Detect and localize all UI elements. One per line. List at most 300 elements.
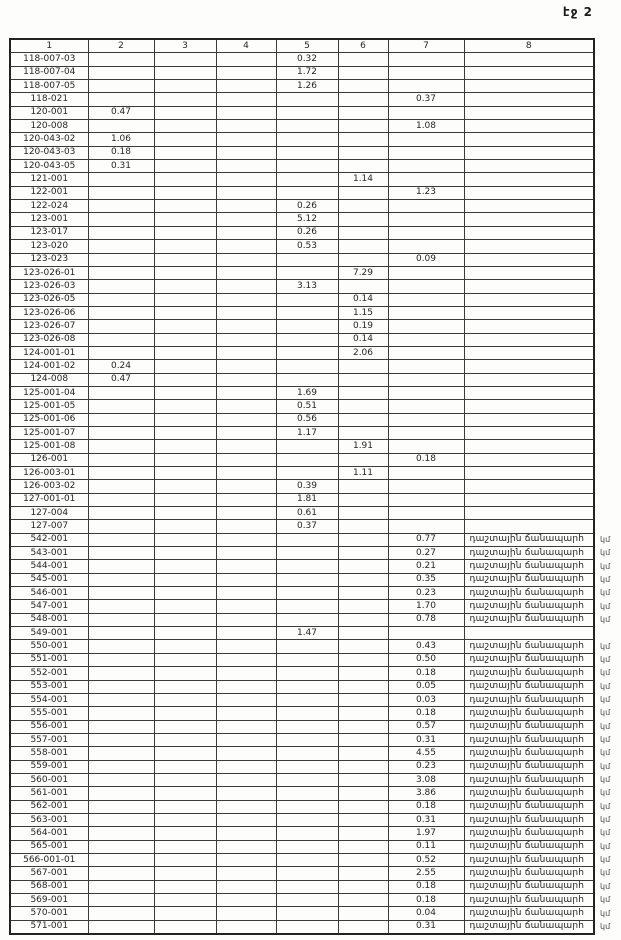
value-cell: [338, 507, 388, 520]
value-cell: [88, 707, 154, 720]
value-cell: [216, 680, 276, 693]
value-cell: [388, 333, 464, 346]
value-cell: [88, 413, 154, 426]
value-cell: [276, 360, 338, 373]
parcel-id-cell: 120-043-05: [10, 160, 88, 173]
column-header: 1: [10, 39, 88, 53]
value-cell: [154, 386, 216, 399]
value-cell: [338, 533, 388, 546]
value-cell: [216, 800, 276, 813]
value-cell: [88, 693, 154, 706]
value-cell: [338, 280, 388, 293]
unit-cell: [594, 440, 620, 453]
table-row: [10, 733, 620, 746]
value-cell: [216, 520, 276, 533]
value-cell: [154, 413, 216, 426]
value-cell: 0.09: [388, 253, 464, 266]
value-cell: [88, 840, 154, 853]
value-cell: [276, 333, 338, 346]
value-cell: [338, 493, 388, 506]
value-cell: [216, 733, 276, 746]
land-use-cell: [464, 200, 594, 213]
parcel-id-cell: 554-001: [10, 693, 88, 706]
parcel-id-cell: 542-001: [10, 533, 88, 546]
value-cell: [88, 573, 154, 586]
value-cell: [216, 240, 276, 253]
table-row: [10, 547, 620, 560]
value-cell: [216, 373, 276, 386]
unit-cell: կմ: [600, 721, 611, 731]
value-cell: [388, 320, 464, 333]
unit-cell: [594, 240, 620, 253]
land-use-cell: [464, 240, 594, 253]
value-cell: [388, 226, 464, 239]
value-cell: [276, 440, 338, 453]
table-row: [10, 426, 620, 439]
value-cell: 0.04: [388, 907, 464, 920]
table-row: [10, 346, 620, 359]
table-row: [10, 53, 620, 66]
value-cell: [338, 720, 388, 733]
table-row: [10, 693, 620, 706]
value-cell: [388, 493, 464, 506]
unit-cell: կմ: [600, 681, 611, 691]
land-use-cell: դաշտային ճանապարհ: [464, 760, 594, 773]
parcel-id-cell: 561-001: [10, 787, 88, 800]
parcel-id-cell: 551-001: [10, 653, 88, 666]
value-cell: [338, 693, 388, 706]
value-cell: [216, 186, 276, 199]
value-cell: [216, 813, 276, 826]
land-use-cell: դաշտային ճանապարհ: [464, 640, 594, 653]
value-cell: [154, 880, 216, 893]
land-use-cell: դաշտային ճանապարհ: [464, 693, 594, 706]
value-cell: 1.08: [388, 120, 464, 133]
table-row: [10, 600, 620, 613]
value-cell: [276, 800, 338, 813]
value-cell: [216, 253, 276, 266]
value-cell: [276, 600, 338, 613]
parcel-id-cell: 560-001: [10, 773, 88, 786]
unit-cell: կմ: [600, 735, 611, 745]
parcel-id-cell: 123-026-06: [10, 306, 88, 319]
unit-cell: [594, 360, 620, 373]
value-cell: [276, 840, 338, 853]
data-table: [9, 38, 621, 935]
unit-cell: [594, 93, 620, 106]
table-row: [10, 213, 620, 226]
value-cell: [388, 386, 464, 399]
value-cell: [216, 200, 276, 213]
unit-cell: կմ: [600, 815, 611, 825]
value-cell: [338, 520, 388, 533]
table-row: [10, 613, 620, 626]
table-row: [10, 360, 620, 373]
value-cell: 2.55: [388, 867, 464, 880]
value-cell: [154, 867, 216, 880]
value-cell: [88, 800, 154, 813]
value-cell: [276, 533, 338, 546]
table-row: [10, 66, 620, 79]
table-row: [10, 80, 620, 93]
value-cell: [154, 560, 216, 573]
land-use-cell: [464, 160, 594, 173]
value-cell: [88, 520, 154, 533]
parcel-id-cell: 121-001: [10, 173, 88, 186]
table-row: [10, 520, 620, 533]
land-use-cell: [464, 120, 594, 133]
value-cell: [388, 213, 464, 226]
land-use-cell: դաշտային ճանապարհ: [464, 787, 594, 800]
value-cell: 5.12: [276, 213, 338, 226]
value-cell: 1.91: [338, 440, 388, 453]
value-cell: [338, 386, 388, 399]
parcel-id-cell: 548-001: [10, 613, 88, 626]
land-use-cell: դաշտային ճանապարհ: [464, 880, 594, 893]
value-cell: [154, 280, 216, 293]
value-cell: [216, 453, 276, 466]
column-header: 6: [338, 39, 388, 53]
parcel-id-cell: 122-001: [10, 186, 88, 199]
parcel-id-cell: 550-001: [10, 640, 88, 653]
value-cell: 0.24: [88, 360, 154, 373]
header-row: [10, 39, 620, 53]
value-cell: [338, 894, 388, 907]
value-cell: [338, 880, 388, 893]
value-cell: [216, 413, 276, 426]
table-row: [10, 573, 620, 586]
value-cell: 0.57: [388, 720, 464, 733]
value-cell: 7.29: [338, 266, 388, 279]
value-cell: [88, 587, 154, 600]
value-cell: [338, 667, 388, 680]
value-cell: [154, 733, 216, 746]
value-cell: 1.23: [388, 186, 464, 199]
value-cell: [276, 320, 338, 333]
parcel-id-cell: 125-001-08: [10, 440, 88, 453]
table-row: [10, 106, 620, 119]
value-cell: [154, 160, 216, 173]
column-header: 3: [154, 39, 216, 53]
unit-cell: [594, 627, 620, 640]
parcel-id-cell: 568-001: [10, 880, 88, 893]
table-row: [10, 760, 620, 773]
unit-cell: [594, 480, 620, 493]
land-use-cell: դաշտային ճանապարհ: [464, 853, 594, 866]
value-cell: [388, 413, 464, 426]
table-row: [10, 306, 620, 319]
value-cell: [276, 467, 338, 480]
unit-cell: կմ: [600, 708, 611, 718]
value-cell: [88, 293, 154, 306]
parcel-id-cell: 124-001-02: [10, 360, 88, 373]
value-cell: [338, 800, 388, 813]
parcel-id-cell: 569-001: [10, 894, 88, 907]
value-cell: [154, 440, 216, 453]
value-cell: 0.31: [388, 733, 464, 746]
land-use-cell: դաշտային ճանապարհ: [464, 920, 594, 934]
value-cell: 0.18: [388, 894, 464, 907]
value-cell: 1.26: [276, 80, 338, 93]
value-cell: [154, 253, 216, 266]
value-cell: [276, 667, 338, 680]
value-cell: [88, 266, 154, 279]
land-use-cell: դաշտային ճանապարհ: [464, 800, 594, 813]
value-cell: [88, 920, 154, 934]
table-row: [10, 533, 620, 546]
unit-cell: կմ: [600, 841, 611, 851]
land-use-cell: [464, 386, 594, 399]
table-row: [10, 373, 620, 386]
value-cell: 3.08: [388, 773, 464, 786]
value-cell: [338, 867, 388, 880]
value-cell: [154, 467, 216, 480]
value-cell: [88, 627, 154, 640]
unit-cell: կմ: [600, 561, 611, 571]
value-cell: [388, 293, 464, 306]
value-cell: [338, 400, 388, 413]
table-row: [10, 867, 620, 880]
value-cell: [154, 293, 216, 306]
unit-cell: կմ: [600, 574, 611, 584]
value-cell: [276, 573, 338, 586]
table-row: [10, 840, 620, 853]
value-cell: [88, 733, 154, 746]
value-cell: [88, 880, 154, 893]
value-cell: [338, 413, 388, 426]
value-cell: [88, 507, 154, 520]
value-cell: [88, 333, 154, 346]
value-cell: [88, 894, 154, 907]
value-cell: [154, 840, 216, 853]
value-cell: [338, 680, 388, 693]
parcel-id-cell: 549-001: [10, 627, 88, 640]
table-row: [10, 813, 620, 826]
value-cell: [216, 827, 276, 840]
value-cell: [216, 907, 276, 920]
value-cell: [88, 907, 154, 920]
value-cell: 0.26: [276, 200, 338, 213]
value-cell: [216, 66, 276, 79]
value-cell: [88, 213, 154, 226]
land-use-cell: [464, 467, 594, 480]
value-cell: 1.47: [276, 627, 338, 640]
value-cell: [88, 773, 154, 786]
value-cell: [338, 480, 388, 493]
table-row: [10, 907, 620, 920]
value-cell: [276, 693, 338, 706]
value-cell: [338, 146, 388, 159]
value-cell: [388, 173, 464, 186]
value-cell: [216, 920, 276, 934]
value-cell: [154, 240, 216, 253]
value-cell: [338, 707, 388, 720]
table-row: [10, 587, 620, 600]
land-use-cell: [464, 627, 594, 640]
value-cell: [154, 200, 216, 213]
parcel-id-cell: 124-008: [10, 373, 88, 386]
value-cell: [88, 426, 154, 439]
value-cell: [88, 253, 154, 266]
table-body: [10, 53, 620, 934]
land-use-cell: դաշտային ճանապարհ: [464, 587, 594, 600]
unit-cell: կմ: [600, 695, 611, 705]
value-cell: [216, 93, 276, 106]
value-cell: [154, 627, 216, 640]
parcel-id-cell: 123-023: [10, 253, 88, 266]
value-cell: [216, 320, 276, 333]
value-cell: [216, 560, 276, 573]
value-cell: [154, 360, 216, 373]
value-cell: [338, 547, 388, 560]
value-cell: [276, 640, 338, 653]
value-cell: 0.78: [388, 613, 464, 626]
value-cell: [88, 493, 154, 506]
value-cell: [276, 747, 338, 760]
parcel-id-cell: 126-001: [10, 453, 88, 466]
value-cell: [216, 547, 276, 560]
land-use-cell: [464, 146, 594, 159]
value-cell: [276, 373, 338, 386]
unit-cell: կմ: [600, 801, 611, 811]
land-use-cell: [464, 373, 594, 386]
parcel-id-cell: 546-001: [10, 587, 88, 600]
value-cell: 1.06: [88, 133, 154, 146]
parcel-id-cell: 123-001: [10, 213, 88, 226]
table-row: [10, 787, 620, 800]
value-cell: [338, 613, 388, 626]
land-use-cell: [464, 493, 594, 506]
value-cell: 0.77: [388, 533, 464, 546]
value-cell: 0.56: [276, 413, 338, 426]
value-cell: [388, 200, 464, 213]
value-cell: [388, 266, 464, 279]
unit-cell: [594, 320, 620, 333]
land-use-cell: [464, 186, 594, 199]
value-cell: [88, 53, 154, 66]
value-cell: [276, 93, 338, 106]
table-row: [10, 827, 620, 840]
value-cell: [276, 306, 338, 319]
value-cell: [154, 813, 216, 826]
parcel-id-cell: 120-008: [10, 120, 88, 133]
unit-cell: [594, 280, 620, 293]
value-cell: 0.23: [388, 760, 464, 773]
value-cell: [88, 813, 154, 826]
value-cell: [216, 386, 276, 399]
value-cell: 0.35: [388, 573, 464, 586]
value-cell: [216, 880, 276, 893]
value-cell: [154, 226, 216, 239]
value-cell: [154, 680, 216, 693]
value-cell: [276, 894, 338, 907]
value-cell: 0.39: [276, 480, 338, 493]
value-cell: [88, 306, 154, 319]
parcel-id-cell: 571-001: [10, 920, 88, 934]
value-cell: 0.26: [276, 226, 338, 239]
value-cell: [276, 587, 338, 600]
value-cell: [88, 667, 154, 680]
column-header: 7: [388, 39, 464, 53]
value-cell: [88, 240, 154, 253]
land-use-cell: [464, 53, 594, 66]
parcel-id-cell: 545-001: [10, 573, 88, 586]
value-cell: [154, 853, 216, 866]
value-cell: [338, 120, 388, 133]
value-cell: [154, 120, 216, 133]
value-cell: [338, 360, 388, 373]
value-cell: 0.19: [338, 320, 388, 333]
parcel-id-cell: 559-001: [10, 760, 88, 773]
value-cell: [154, 547, 216, 560]
value-cell: [388, 53, 464, 66]
value-cell: 0.31: [388, 920, 464, 934]
value-cell: [276, 146, 338, 159]
value-cell: [154, 507, 216, 520]
parcel-id-cell: 557-001: [10, 733, 88, 746]
value-cell: [216, 627, 276, 640]
table-row: [10, 400, 620, 413]
value-cell: [276, 613, 338, 626]
value-cell: [338, 733, 388, 746]
parcel-id-cell: 566-001-01: [10, 853, 88, 866]
value-cell: [216, 613, 276, 626]
value-cell: [216, 106, 276, 119]
value-cell: [276, 173, 338, 186]
value-cell: [338, 66, 388, 79]
value-cell: [154, 653, 216, 666]
land-use-cell: դաշտային ճանապարհ: [464, 827, 594, 840]
unit-cell: [594, 186, 620, 199]
value-cell: [154, 333, 216, 346]
unit-cell: [594, 53, 620, 66]
table-row: [10, 333, 620, 346]
parcel-id-cell: 125-001-07: [10, 426, 88, 439]
unit-cell: [594, 160, 620, 173]
value-cell: 1.15: [338, 306, 388, 319]
value-cell: [216, 853, 276, 866]
value-cell: [216, 346, 276, 359]
table-row: [10, 894, 620, 907]
land-use-cell: դաշտային ճանապարհ: [464, 667, 594, 680]
value-cell: [216, 867, 276, 880]
value-cell: [338, 853, 388, 866]
value-cell: [276, 707, 338, 720]
parcel-id-cell: 126-003-01: [10, 467, 88, 480]
value-cell: [88, 186, 154, 199]
value-cell: 0.50: [388, 653, 464, 666]
value-cell: [388, 507, 464, 520]
value-cell: [154, 787, 216, 800]
unit-cell: կմ: [600, 761, 611, 771]
land-use-cell: [464, 480, 594, 493]
table-row: [10, 226, 620, 239]
parcel-id-cell: 127-007: [10, 520, 88, 533]
unit-cell: կմ: [600, 534, 611, 544]
value-cell: [216, 573, 276, 586]
table-row: [10, 280, 620, 293]
value-cell: [338, 560, 388, 573]
table-row: [10, 240, 620, 253]
value-cell: [338, 760, 388, 773]
land-use-cell: [464, 266, 594, 279]
value-cell: 3.13: [276, 280, 338, 293]
value-cell: [88, 787, 154, 800]
land-use-cell: դաշտային ճանապարհ: [464, 747, 594, 760]
value-cell: [154, 894, 216, 907]
page-number: էջ 2: [562, 5, 593, 19]
parcel-id-cell: 552-001: [10, 667, 88, 680]
